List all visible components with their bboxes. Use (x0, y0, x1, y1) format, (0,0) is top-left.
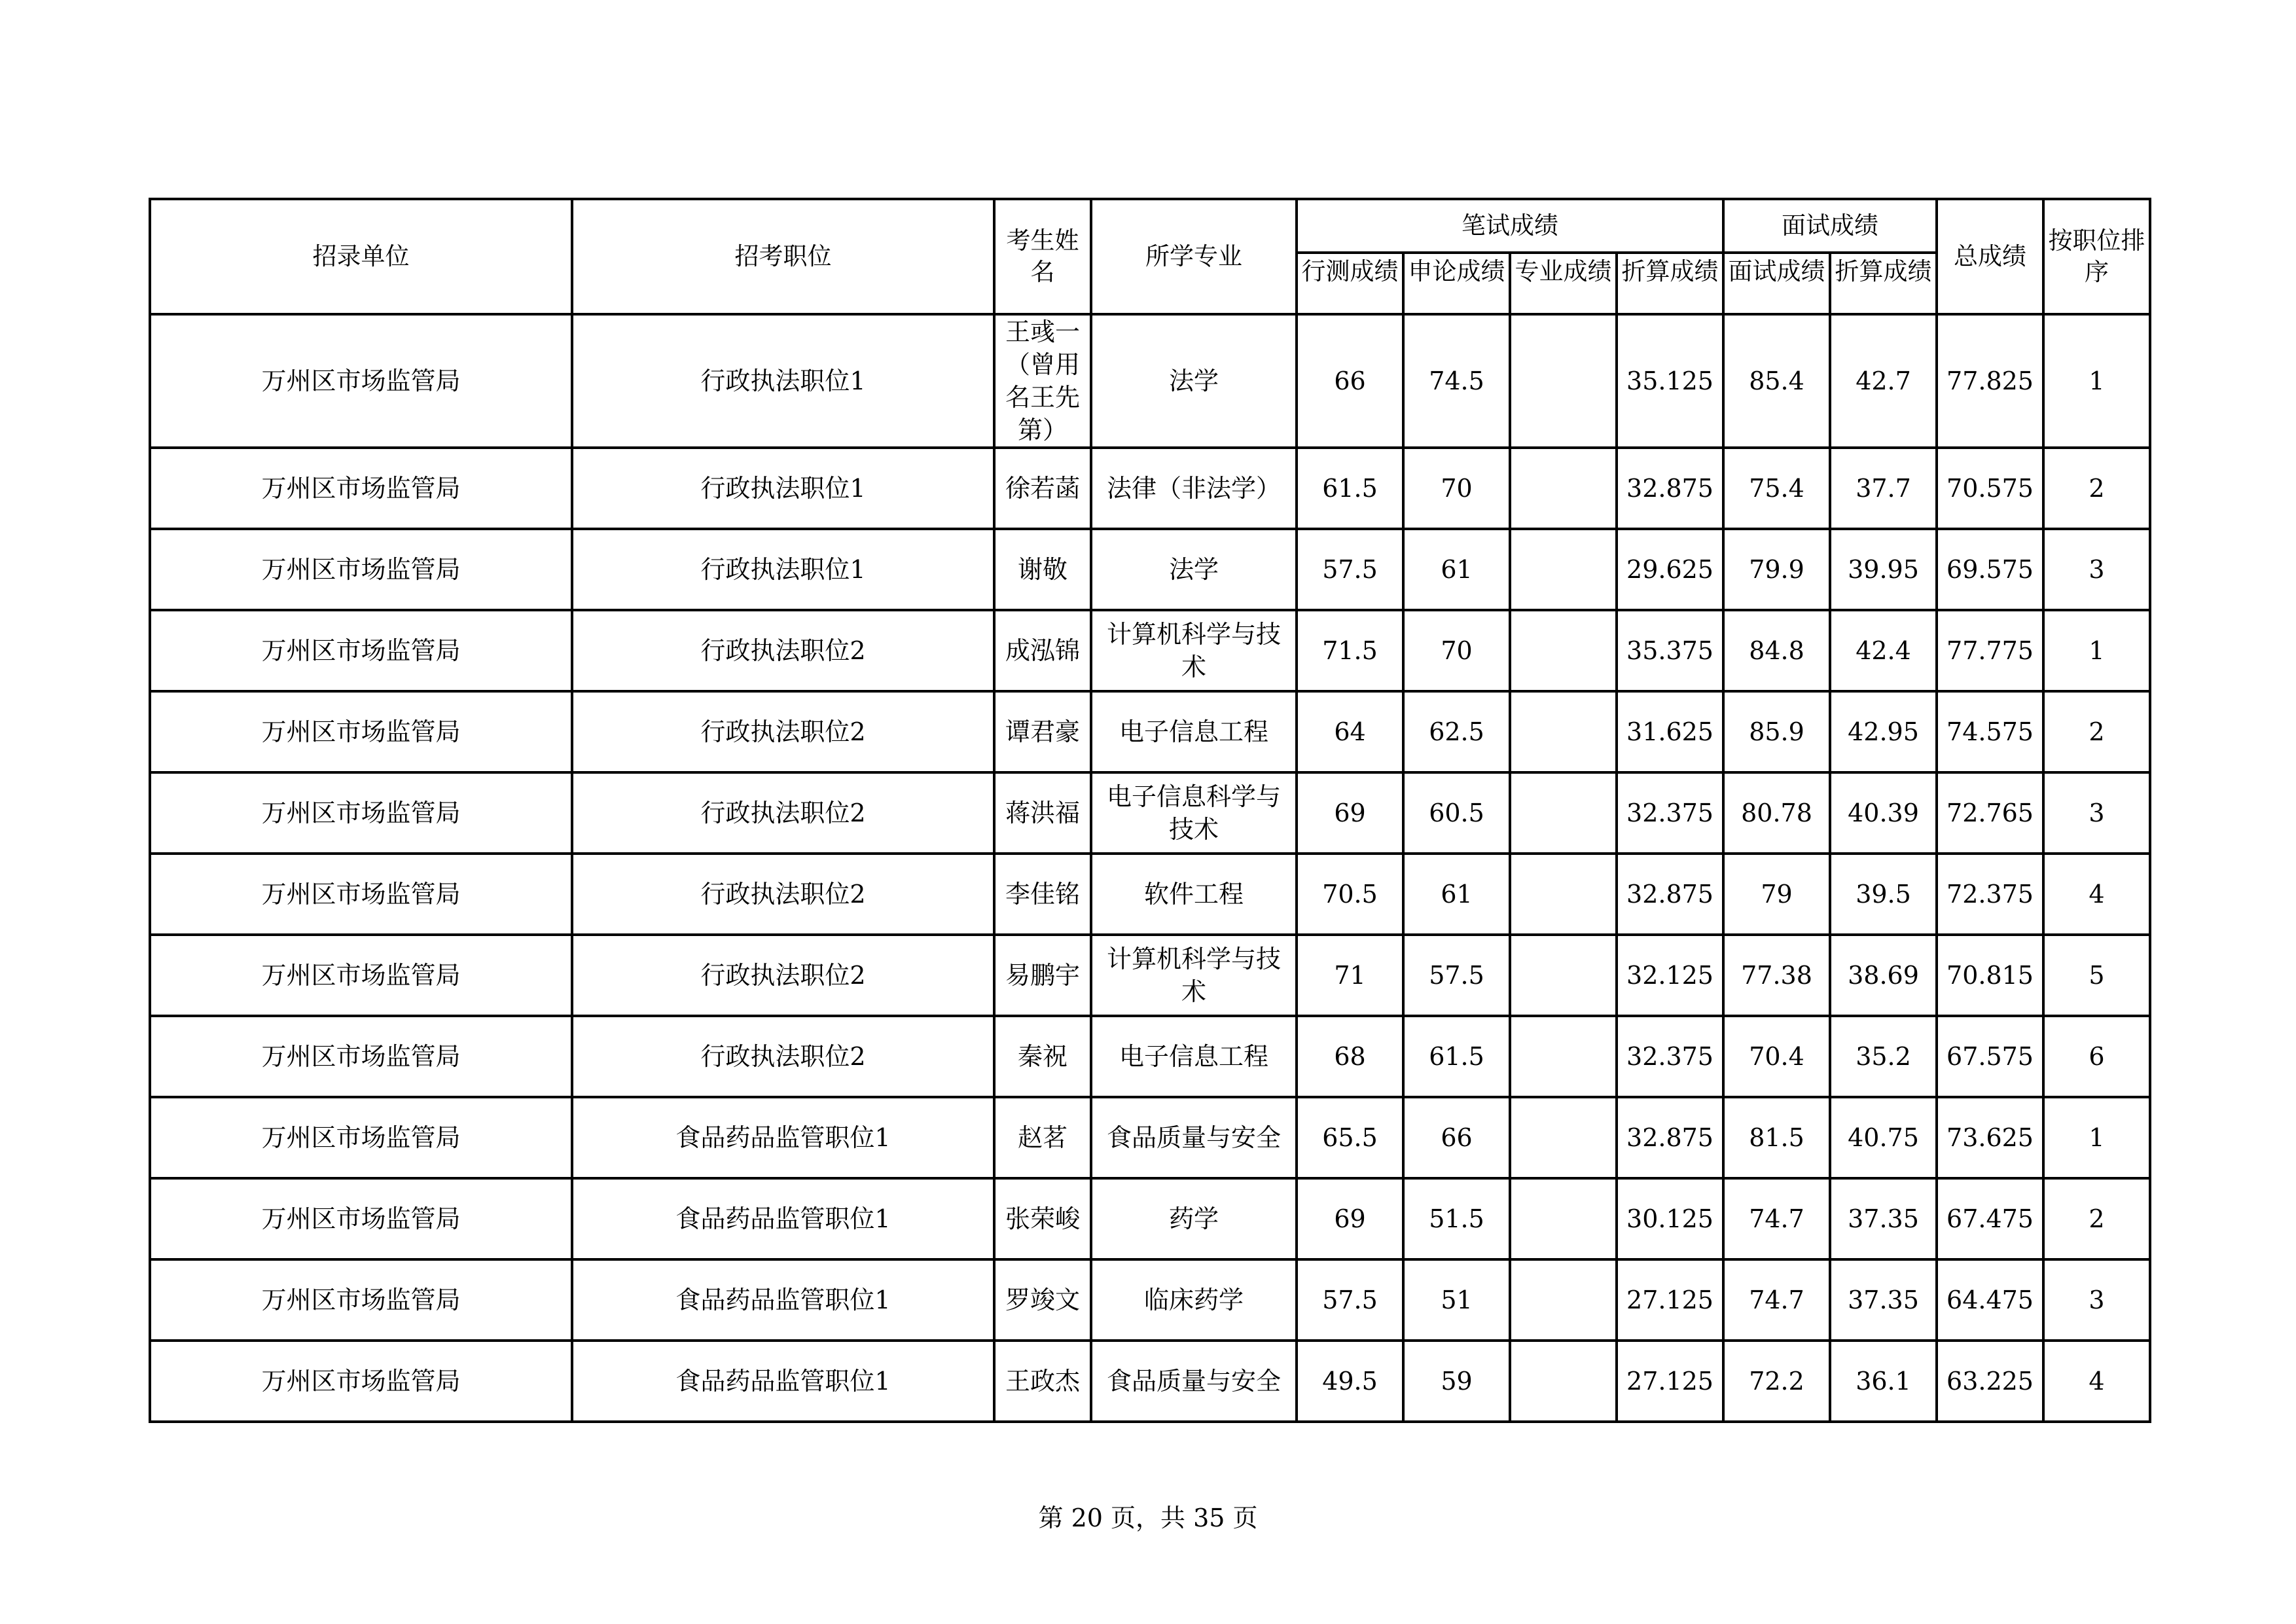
name-cell: 谢敬 (994, 529, 1091, 610)
header-written-shenlun (1403, 253, 1510, 314)
unit-cell: 万州区市场监管局 (150, 610, 572, 691)
major-score-cell (1510, 529, 1617, 610)
header-written-converted-label: 折算成绩 (1621, 257, 1719, 285)
rank-cell: 1 (2043, 1097, 2150, 1178)
header-written-group: 笔试成绩 (1297, 199, 1723, 253)
total-score-cell: 74.575 (1937, 691, 2043, 772)
unit-cell: 万州区市场监管局 (150, 314, 572, 448)
name-cell: 王政杰 (994, 1341, 1091, 1422)
rank-cell: 4 (2043, 854, 2150, 935)
interview-score-cell: 72.2 (1723, 1341, 1830, 1422)
total-score-cell: 77.825 (1937, 314, 2043, 448)
shenlun-score-cell: 61.5 (1403, 1016, 1510, 1097)
xingce-score-cell: 65.5 (1297, 1097, 1403, 1178)
total-score-cell: 73.625 (1937, 1097, 2043, 1178)
xingce-score-cell: 69 (1297, 772, 1403, 854)
interview-converted-cell: 42.7 (1830, 314, 1937, 448)
table-row (150, 448, 2150, 529)
major-cell: 临床药学 (1091, 1259, 1297, 1341)
shenlun-score-cell: 70 (1403, 610, 1510, 691)
score-table (149, 198, 2151, 1423)
interview-converted-cell: 39.95 (1830, 529, 1937, 610)
major-cell: 法学 (1091, 314, 1297, 448)
interview-score-cell: 85.4 (1723, 314, 1830, 448)
xingce-score-cell: 70.5 (1297, 854, 1403, 935)
major-score-cell (1510, 935, 1617, 1016)
written-converted-cell: 30.125 (1617, 1178, 1723, 1259)
major-score-cell (1510, 772, 1617, 854)
unit-cell: 万州区市场监管局 (150, 854, 572, 935)
header-written-shenlun-label: 申论成绩 (1408, 257, 1505, 285)
position-cell: 行政执法职位2 (572, 610, 994, 691)
major-score-cell (1510, 610, 1617, 691)
major-cell: 软件工程 (1091, 854, 1297, 935)
rank-cell: 2 (2043, 691, 2150, 772)
table-row (150, 854, 2150, 935)
header-interview-group: 面试成绩 (1723, 199, 1937, 253)
table-row (150, 691, 2150, 772)
position-cell: 食品药品监管职位1 (572, 1097, 994, 1178)
total-score-cell: 72.375 (1937, 854, 2043, 935)
unit-cell: 万州区市场监管局 (150, 1097, 572, 1178)
interview-score-cell: 85.9 (1723, 691, 1830, 772)
header-interview-score (1723, 253, 1830, 314)
shenlun-score-cell: 61 (1403, 854, 1510, 935)
interview-score-cell: 74.7 (1723, 1259, 1830, 1341)
position-cell: 食品药品监管职位1 (572, 1178, 994, 1259)
header-name: 考生姓名 (994, 199, 1091, 314)
shenlun-score-cell: 51 (1403, 1259, 1510, 1341)
major-score-cell (1510, 1259, 1617, 1341)
major-score-cell (1510, 1178, 1617, 1259)
name-cell: 秦祝 (994, 1016, 1091, 1097)
position-cell: 行政执法职位2 (572, 1016, 994, 1097)
interview-score-cell: 81.5 (1723, 1097, 1830, 1178)
written-converted-cell: 32.125 (1617, 935, 1723, 1016)
interview-score-cell: 70.4 (1723, 1016, 1830, 1097)
header-unit: 招录单位 (150, 199, 572, 314)
unit-cell: 万州区市场监管局 (150, 1178, 572, 1259)
rank-cell: 2 (2043, 1178, 2150, 1259)
xingce-score-cell: 69 (1297, 1178, 1403, 1259)
shenlun-score-cell: 62.5 (1403, 691, 1510, 772)
unit-cell: 万州区市场监管局 (150, 935, 572, 1016)
total-score-cell: 67.575 (1937, 1016, 2043, 1097)
shenlun-score-cell: 51.5 (1403, 1178, 1510, 1259)
major-cell: 法学 (1091, 529, 1297, 610)
name-cell: 李佳铭 (994, 854, 1091, 935)
written-converted-cell: 35.125 (1617, 314, 1723, 448)
table-row (150, 1016, 2150, 1097)
position-cell: 行政执法职位1 (572, 529, 994, 610)
shenlun-score-cell: 70 (1403, 448, 1510, 529)
written-converted-cell: 35.375 (1617, 610, 1723, 691)
interview-converted-cell: 40.75 (1830, 1097, 1937, 1178)
interview-converted-cell: 42.4 (1830, 610, 1937, 691)
major-score-cell (1510, 448, 1617, 529)
total-score-cell: 70.575 (1937, 448, 2043, 529)
major-cell: 电子信息工程 (1091, 1016, 1297, 1097)
rank-cell: 3 (2043, 1259, 2150, 1341)
interview-score-cell: 84.8 (1723, 610, 1830, 691)
major-score-cell (1510, 314, 1617, 448)
table-row (150, 1178, 2150, 1259)
header-position: 招考职位 (572, 199, 994, 314)
total-score-cell: 69.575 (1937, 529, 2043, 610)
interview-converted-cell: 42.95 (1830, 691, 1937, 772)
rank-cell: 2 (2043, 448, 2150, 529)
name-cell: 蒋洪福 (994, 772, 1091, 854)
unit-cell: 万州区市场监管局 (150, 691, 572, 772)
rank-cell: 4 (2043, 1341, 2150, 1422)
major-cell: 药学 (1091, 1178, 1297, 1259)
position-cell: 行政执法职位2 (572, 691, 994, 772)
interview-score-cell: 79 (1723, 854, 1830, 935)
unit-cell: 万州区市场监管局 (150, 448, 572, 529)
shenlun-score-cell: 57.5 (1403, 935, 1510, 1016)
interview-converted-cell: 37.35 (1830, 1259, 1937, 1341)
xingce-score-cell: 71.5 (1297, 610, 1403, 691)
table-row (150, 1097, 2150, 1178)
total-score-cell: 70.815 (1937, 935, 2043, 1016)
header-written-xingce (1297, 253, 1403, 314)
header-interview-converted (1830, 253, 1937, 314)
table-row (150, 1341, 2150, 1422)
header-interview-score-label: 面试成绩 (1728, 257, 1825, 285)
xingce-score-cell: 57.5 (1297, 1259, 1403, 1341)
unit-cell: 万州区市场监管局 (150, 1341, 572, 1422)
rank-cell: 5 (2043, 935, 2150, 1016)
position-cell: 行政执法职位2 (572, 854, 994, 935)
position-cell: 食品药品监管职位1 (572, 1341, 994, 1422)
unit-cell: 万州区市场监管局 (150, 1016, 572, 1097)
table-row (150, 772, 2150, 854)
major-cell: 食品质量与安全 (1091, 1097, 1297, 1178)
header-written-major-label: 专业成绩 (1515, 257, 1612, 285)
header-written-major (1510, 253, 1617, 314)
name-cell: 张荣峻 (994, 1178, 1091, 1259)
major-cell: 电子信息科学与技术 (1091, 772, 1297, 854)
interview-score-cell: 75.4 (1723, 448, 1830, 529)
major-cell: 食品质量与安全 (1091, 1341, 1297, 1422)
written-converted-cell: 32.875 (1617, 448, 1723, 529)
name-cell: 罗竣文 (994, 1259, 1091, 1341)
total-score-cell: 77.775 (1937, 610, 2043, 691)
shenlun-score-cell: 59 (1403, 1341, 1510, 1422)
total-score-cell: 63.225 (1937, 1341, 2043, 1422)
table-row (150, 935, 2150, 1016)
name-cell: 成泓锦 (994, 610, 1091, 691)
written-converted-cell: 32.875 (1617, 854, 1723, 935)
position-cell: 行政执法职位2 (572, 772, 994, 854)
name-cell: 易鹏宇 (994, 935, 1091, 1016)
xingce-score-cell: 66 (1297, 314, 1403, 448)
xingce-score-cell: 71 (1297, 935, 1403, 1016)
position-cell: 行政执法职位2 (572, 935, 994, 1016)
written-converted-cell: 29.625 (1617, 529, 1723, 610)
header-total: 总成绩 (1937, 199, 2043, 314)
major-score-cell (1510, 1016, 1617, 1097)
table-body (150, 314, 2150, 1422)
major-cell: 计算机科学与技术 (1091, 610, 1297, 691)
rank-cell: 3 (2043, 772, 2150, 854)
xingce-score-cell: 64 (1297, 691, 1403, 772)
name-cell: 徐若菡 (994, 448, 1091, 529)
interview-converted-cell: 38.69 (1830, 935, 1937, 1016)
interview-converted-cell: 36.1 (1830, 1341, 1937, 1422)
total-score-cell: 64.475 (1937, 1259, 2043, 1341)
table-row (150, 529, 2150, 610)
written-converted-cell: 32.375 (1617, 772, 1723, 854)
name-cell: 赵茗 (994, 1097, 1091, 1178)
unit-cell: 万州区市场监管局 (150, 529, 572, 610)
written-converted-cell: 32.375 (1617, 1016, 1723, 1097)
name-cell: 王彧一（曾用名王先第） (994, 314, 1091, 448)
interview-score-cell: 79.9 (1723, 529, 1830, 610)
unit-cell: 万州区市场监管局 (150, 1259, 572, 1341)
page-number-footer: 第 20 页，共 35 页 (1038, 1504, 1258, 1532)
major-score-cell (1510, 691, 1617, 772)
xingce-score-cell: 49.5 (1297, 1341, 1403, 1422)
rank-cell: 1 (2043, 314, 2150, 448)
written-converted-cell: 27.125 (1617, 1259, 1723, 1341)
position-cell: 行政执法职位1 (572, 314, 994, 448)
interview-converted-cell: 37.35 (1830, 1178, 1937, 1259)
header-written-converted (1617, 253, 1723, 314)
interview-converted-cell: 39.5 (1830, 854, 1937, 935)
interview-converted-cell: 40.39 (1830, 772, 1937, 854)
shenlun-score-cell: 66 (1403, 1097, 1510, 1178)
xingce-score-cell: 68 (1297, 1016, 1403, 1097)
shenlun-score-cell: 61 (1403, 529, 1510, 610)
table-row (150, 610, 2150, 691)
xingce-score-cell: 61.5 (1297, 448, 1403, 529)
major-cell: 法律（非法学） (1091, 448, 1297, 529)
interview-score-cell: 74.7 (1723, 1178, 1830, 1259)
table-row (150, 1259, 2150, 1341)
position-cell: 行政执法职位1 (572, 448, 994, 529)
shenlun-score-cell: 60.5 (1403, 772, 1510, 854)
major-cell: 计算机科学与技术 (1091, 935, 1297, 1016)
header-major: 所学专业 (1091, 199, 1297, 314)
written-converted-cell: 31.625 (1617, 691, 1723, 772)
interview-converted-cell: 35.2 (1830, 1016, 1937, 1097)
position-cell: 食品药品监管职位1 (572, 1259, 994, 1341)
interview-score-cell: 80.78 (1723, 772, 1830, 854)
unit-cell: 万州区市场监管局 (150, 772, 572, 854)
rank-cell: 6 (2043, 1016, 2150, 1097)
major-score-cell (1510, 1097, 1617, 1178)
interview-converted-cell: 37.7 (1830, 448, 1937, 529)
header-written-xingce-label: 行测成绩 (1301, 257, 1399, 285)
header-rank: 按职位排序 (2043, 199, 2150, 314)
name-cell: 谭君豪 (994, 691, 1091, 772)
written-converted-cell: 27.125 (1617, 1341, 1723, 1422)
total-score-cell: 72.765 (1937, 772, 2043, 854)
interview-score-cell: 77.38 (1723, 935, 1830, 1016)
major-score-cell (1510, 854, 1617, 935)
written-converted-cell: 32.875 (1617, 1097, 1723, 1178)
rank-cell: 1 (2043, 610, 2150, 691)
header-interview-converted-label: 折算成绩 (1835, 257, 1932, 285)
table-row (150, 314, 2150, 448)
major-cell: 电子信息工程 (1091, 691, 1297, 772)
shenlun-score-cell: 74.5 (1403, 314, 1510, 448)
xingce-score-cell: 57.5 (1297, 529, 1403, 610)
total-score-cell: 67.475 (1937, 1178, 2043, 1259)
rank-cell: 3 (2043, 529, 2150, 610)
major-score-cell (1510, 1341, 1617, 1422)
